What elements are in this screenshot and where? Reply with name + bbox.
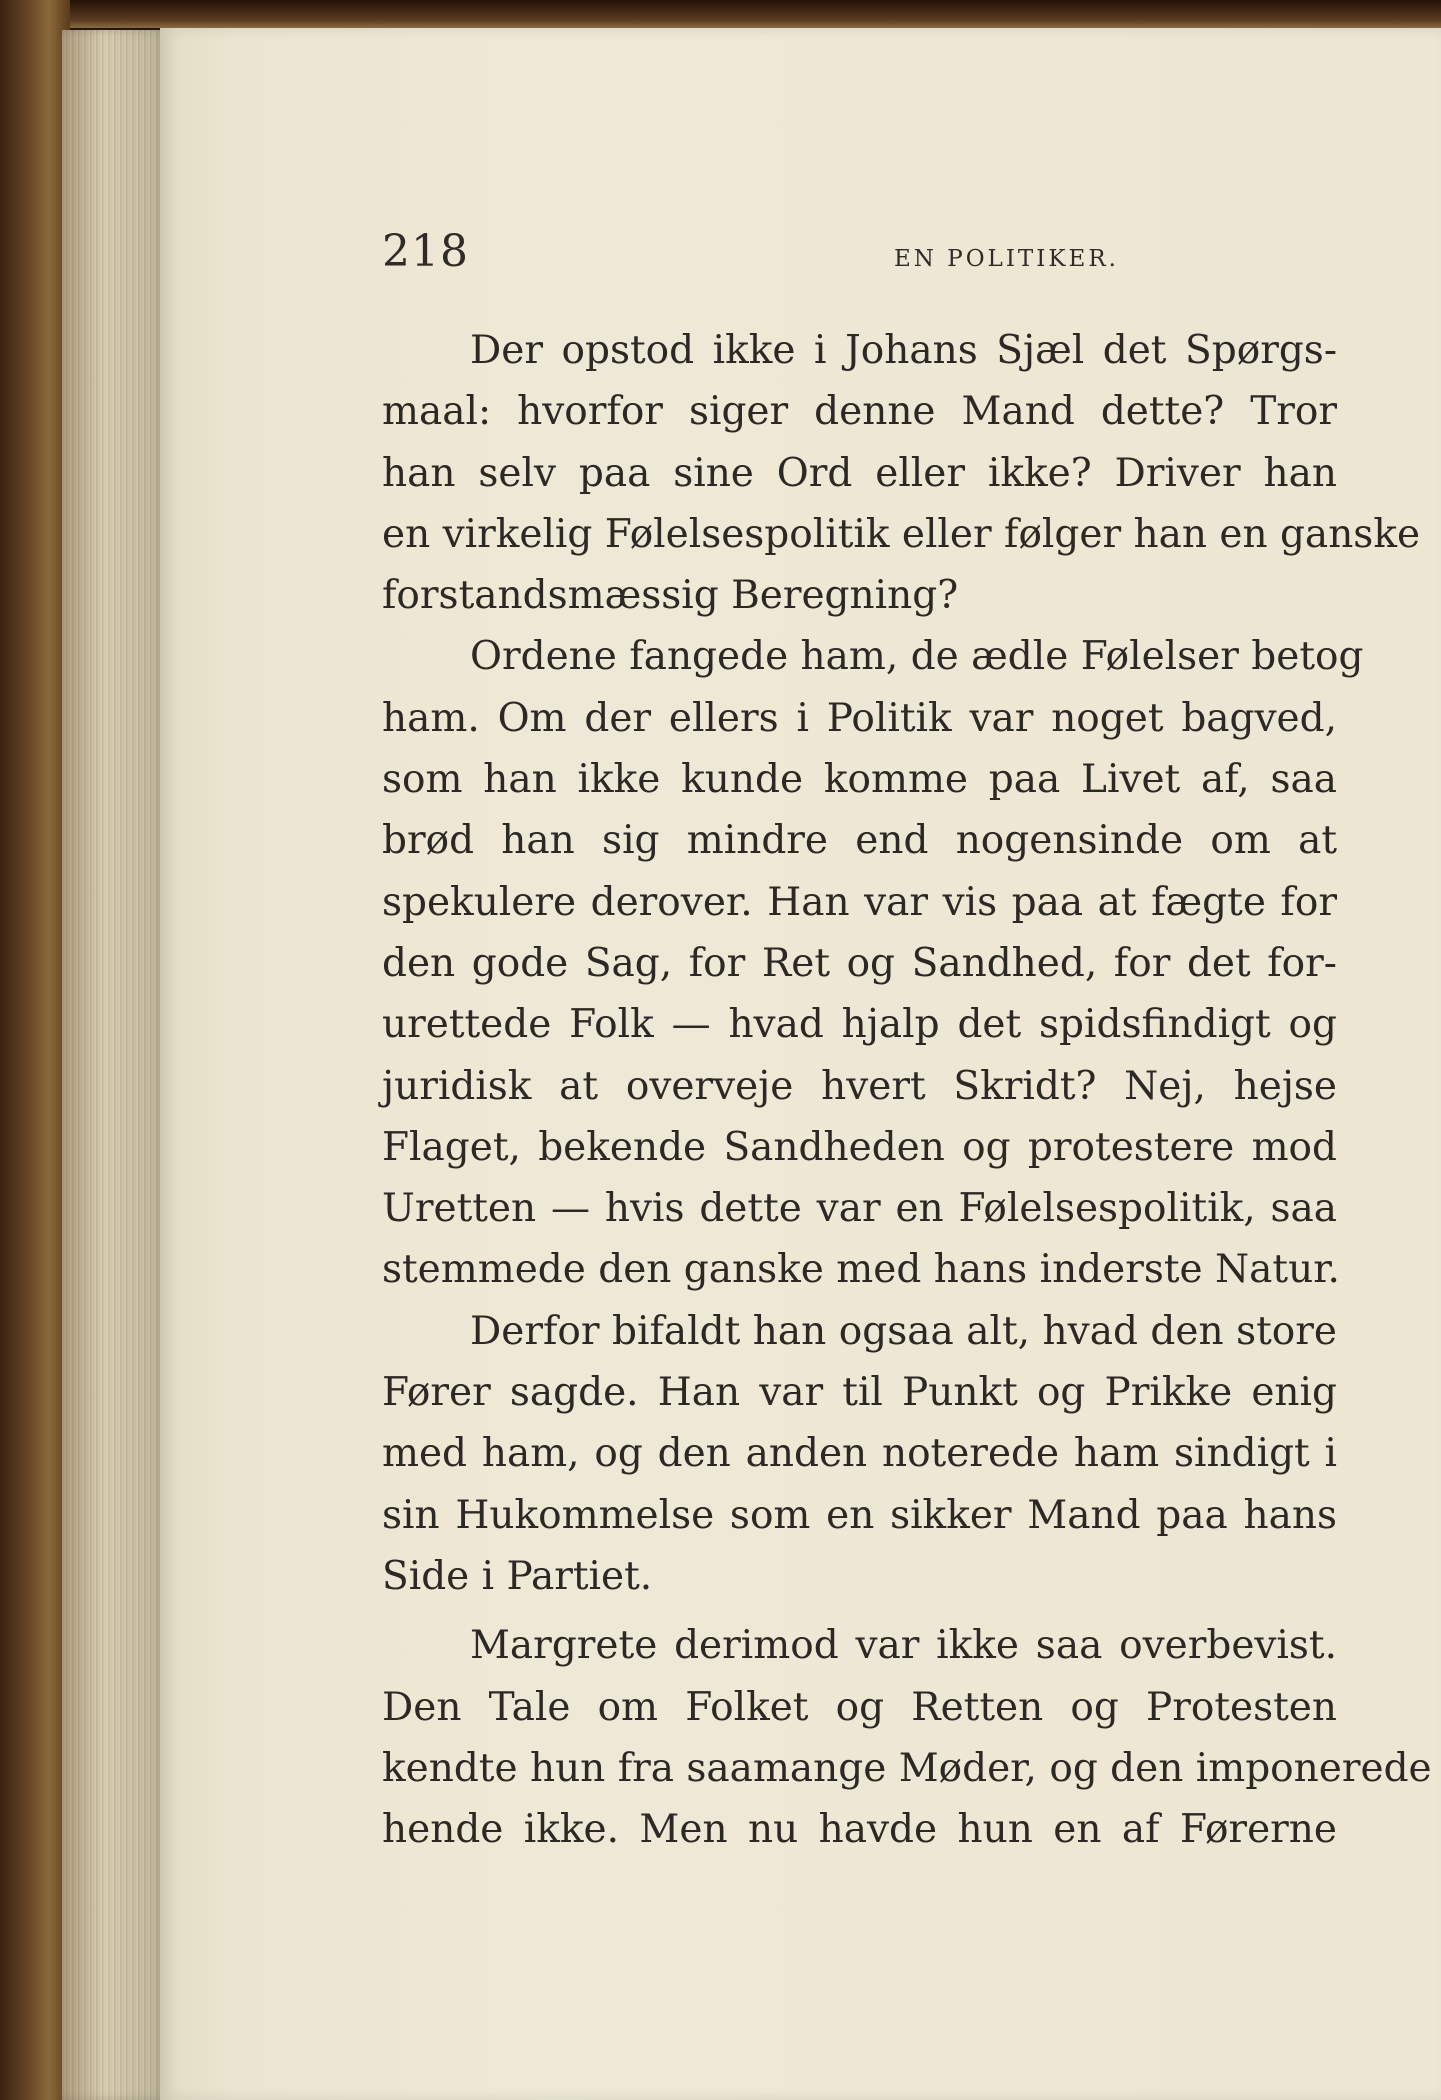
text-line: spekulere derover. Han var vis paa at fægte for bbox=[382, 879, 1337, 925]
text-line: ham. Om der ellers i Politik var noget bagved, bbox=[382, 695, 1337, 741]
text-line: Fører sagde. Han var til Punkt og Prikke enig bbox=[382, 1370, 1337, 1416]
text-line: Uretten — hvis dette var en Følelsespolitik, saa bbox=[382, 1186, 1337, 1232]
text-line: sin Hukommelse som en sikker Mand paa hans bbox=[382, 1492, 1337, 1538]
body-text bbox=[382, 320, 1432, 1860]
text-line: brød han sig mindre end nogensinde om at bbox=[382, 818, 1337, 864]
paragraph bbox=[382, 320, 1421, 626]
text-line: han selv paa sine Ord eller ikke? Driver han bbox=[382, 450, 1337, 496]
book-binding bbox=[0, 0, 70, 2100]
text-line: som han ikke kunde komme paa Livet af, saa bbox=[382, 757, 1337, 803]
text-line: stemmede den ganske med hans inderste Natur. bbox=[382, 1247, 1340, 1293]
text-line: Margrete derimod var ikke saa overbevist. bbox=[470, 1623, 1337, 1669]
paragraph bbox=[382, 1301, 1337, 1607]
text-line: Der opstod ikke i Johans Sjæl det Spørgs- bbox=[470, 328, 1337, 373]
paragraph bbox=[382, 626, 1364, 1300]
paragraph bbox=[382, 1615, 1432, 1860]
text-line: Side i Partiet. bbox=[382, 1553, 653, 1599]
page-header bbox=[382, 210, 1382, 290]
text-line: juridisk at overveje hvert Skridt? Nej, hejse bbox=[382, 1063, 1337, 1109]
text-line: Flaget, bekende Sandheden og protestere mod bbox=[382, 1124, 1337, 1170]
text-line: en virkelig Følelsespolitik eller følger han en ganske bbox=[382, 511, 1421, 557]
text-line: kendte hun fra saamange Møder, og den imponerede bbox=[382, 1745, 1432, 1791]
text-line: forstandsmæssig Beregning? bbox=[382, 573, 959, 619]
text-line: med ham, og den anden noterede ham sindigt i bbox=[382, 1431, 1337, 1477]
text-line: den gode Sag, for Ret og Sandhed, for det for- bbox=[382, 940, 1337, 986]
text-line: hende ikke. Men nu havde hun en af Førerne bbox=[382, 1807, 1337, 1853]
running-head: EN POLITIKER. bbox=[894, 246, 1119, 272]
page-content bbox=[160, 28, 1441, 2100]
text-line: Den Tale om Folket og Retten og Protesten bbox=[382, 1684, 1337, 1730]
page-number: 218 bbox=[382, 226, 469, 277]
book-cover-top bbox=[0, 0, 1441, 28]
text-line: Ordene fangede ham, de ædle Følelser betog bbox=[470, 634, 1364, 680]
text-line: maal: hvorfor siger denne Mand dette? Tror bbox=[382, 389, 1337, 435]
page-edges-shadow bbox=[62, 30, 167, 2100]
text-line: urettede Folk — hvad hjalp det spidsfindigt og bbox=[382, 1002, 1337, 1048]
text-line: Derfor bifaldt han ogsaa alt, hvad den store bbox=[470, 1308, 1337, 1354]
book-page bbox=[160, 28, 1441, 2100]
